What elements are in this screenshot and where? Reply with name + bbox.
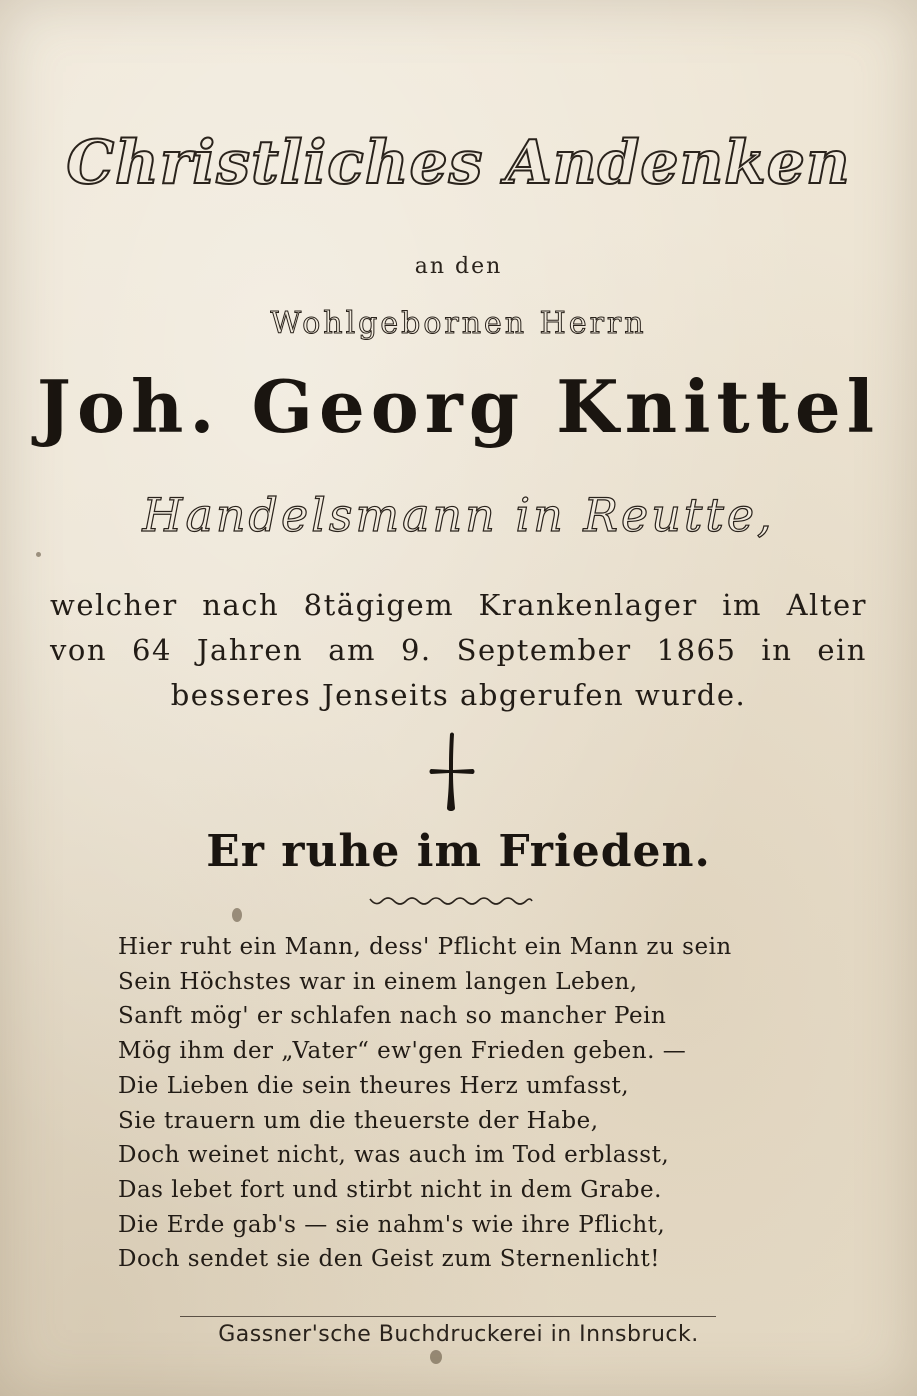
poem-line: Doch sendet sie den Geist zum Sternenlicht! [118, 1246, 660, 1273]
ink-blot [36, 552, 41, 557]
memorial-poem [118, 930, 808, 1277]
printer-imprint: Gassner'sche Buchdruckerei in Innsbruck. [218, 1322, 699, 1347]
wave-flourish-icon [368, 893, 534, 909]
paragraph-line: welcher nach 8tägigem Krankenlager im Alter [50, 588, 867, 622]
honorific-title: Wohlgebornen Herrn [270, 306, 647, 341]
footer-rule [180, 1316, 716, 1317]
ink-blot [430, 1350, 442, 1364]
ink-blot [232, 908, 242, 922]
poem-line: Die Erde gab's — sie nahm's wie ihre Pflicht, [118, 1211, 666, 1238]
cross-icon [428, 732, 476, 814]
rest-in-peace: Er ruhe im Frieden. [206, 826, 711, 877]
occupation-line: Handelsmann in Reutte, [142, 488, 775, 542]
poem-line: Sie trauern um die theuerste der Habe, [118, 1107, 599, 1134]
poem-line: Die Lieben die sein theures Herz umfasst, [118, 1072, 630, 1099]
paragraph-line: von 64 Jahren am 9. September 1865 in ein [50, 633, 867, 667]
death-notice-paragraph [50, 583, 867, 718]
poem-line: Hier ruht ein Mann, dess' Pflicht ein Mann zu sein [118, 934, 732, 960]
poem-line: Sanft mög' er schlafen nach so mancher Pein [118, 1003, 667, 1030]
poem-line: Sein Höchstes war in einem langen Leben, [118, 968, 638, 995]
deceased-name: Joh. Georg Knittel [36, 364, 881, 449]
poem-line: Doch weinet nicht, was auch im Tod erblasst, [118, 1142, 670, 1169]
paragraph-line: besseres Jenseits abgerufen wurde. [170, 678, 747, 712]
poem-line: Mög ihm der „Vater“ ew'gen Frieden geben. — [118, 1038, 687, 1065]
card-heading: Christliches Andenken [66, 128, 851, 198]
dedication-preposition: an den [414, 254, 503, 279]
poem-line: Das lebet fort und stirbt nicht in dem Grabe. [118, 1176, 662, 1203]
